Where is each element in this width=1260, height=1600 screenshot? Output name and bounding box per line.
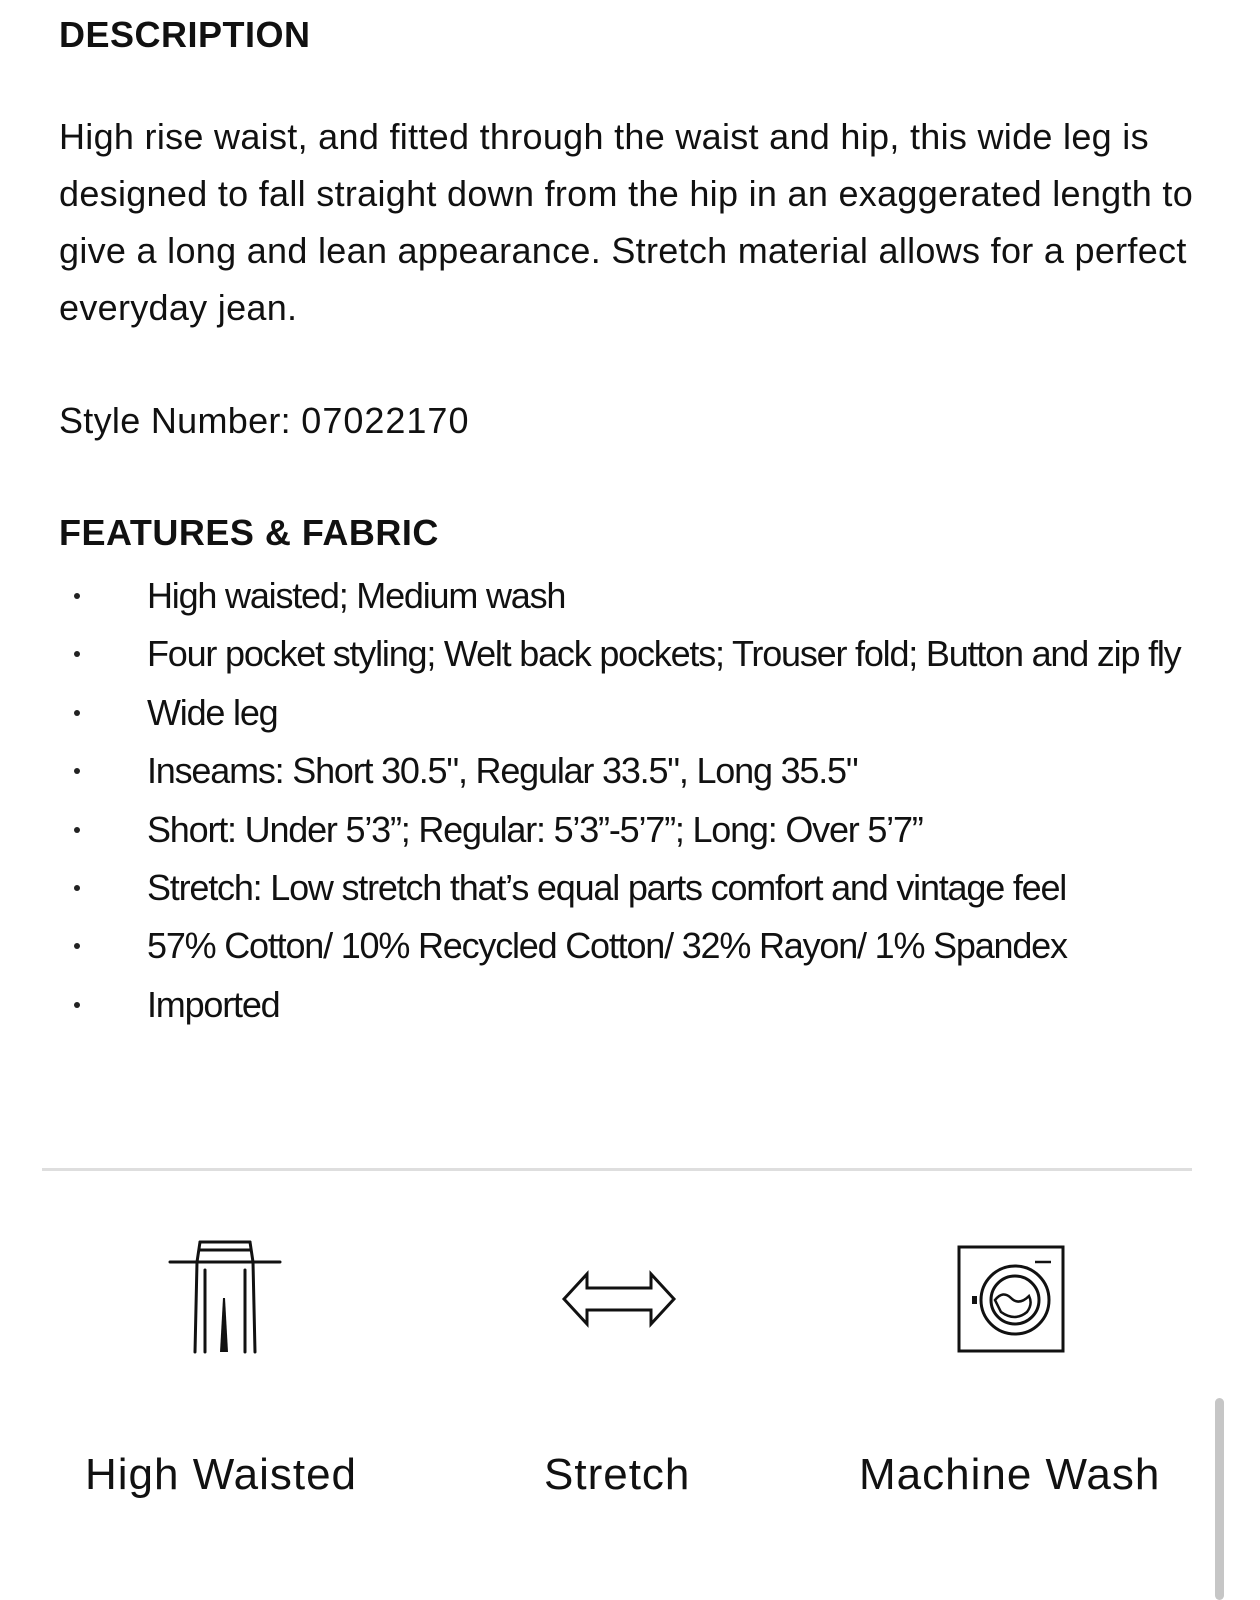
stretch-label: Stretch [544, 1450, 691, 1499]
feature-text: Stretch: Low stretch that’s equal parts comfort and vintage feel [147, 867, 1067, 909]
feature-text: Short: Under 5’3”; Regular: 5’3”-5’7”; Long: Over 5’7” [147, 808, 923, 850]
bullet-icon [74, 768, 80, 774]
machine-wash-label: Machine Wash [859, 1450, 1161, 1499]
feature-item [0, 625, 1240, 683]
scrollbar[interactable] [1215, 1398, 1224, 1600]
feature-item [0, 859, 1240, 917]
feature-text: Imported [147, 983, 280, 1025]
style-number [59, 392, 469, 449]
description-heading: DESCRIPTION [59, 14, 311, 55]
bullet-icon [74, 651, 80, 657]
bullet-icon [74, 593, 80, 599]
high-waisted-label: High Waisted [85, 1450, 358, 1499]
bullet-icon [74, 827, 80, 833]
feature-item [0, 742, 1240, 800]
machine-wash-icon [955, 1232, 1067, 1358]
bullet-icon [74, 710, 80, 716]
feature-item [0, 976, 1240, 1034]
feature-text: Wide leg [147, 691, 278, 733]
stretch-arrow-icon [560, 1232, 680, 1358]
features-heading: FEATURES & FABRIC [59, 512, 439, 553]
description-text: High rise waist, and fitted through the waist and hip, this wide leg is designed to fall straight down from the hip in an exaggerated length to give a long and lean appearance. Stretch material allows for a perfect everyday jean. [59, 116, 1194, 328]
bullet-icon [74, 885, 80, 891]
feature-text: Four pocket styling; Welt back pockets; Trouser fold; Button and zip fly [147, 633, 1181, 675]
feature-item [0, 684, 1240, 742]
style-number-label: Style Number: [59, 400, 291, 441]
feature-item [0, 801, 1240, 859]
features-list [0, 567, 1240, 1034]
bullet-icon [74, 1002, 80, 1008]
feature-text: 57% Cotton/ 10% Recycled Cotton/ 32% Rayon/ 1% Spandex [147, 925, 1067, 967]
feature-item [0, 917, 1240, 975]
feature-text: Inseams: Short 30.5", Regular 33.5", Long 35.5" [147, 750, 858, 792]
bullet-icon [74, 943, 80, 949]
feature-item [0, 567, 1240, 625]
section-divider [42, 1168, 1192, 1171]
feature-text: High waisted; Medium wash [147, 575, 566, 616]
style-number-value: 07022170 [301, 400, 470, 441]
high-waisted-icon [166, 1232, 286, 1358]
